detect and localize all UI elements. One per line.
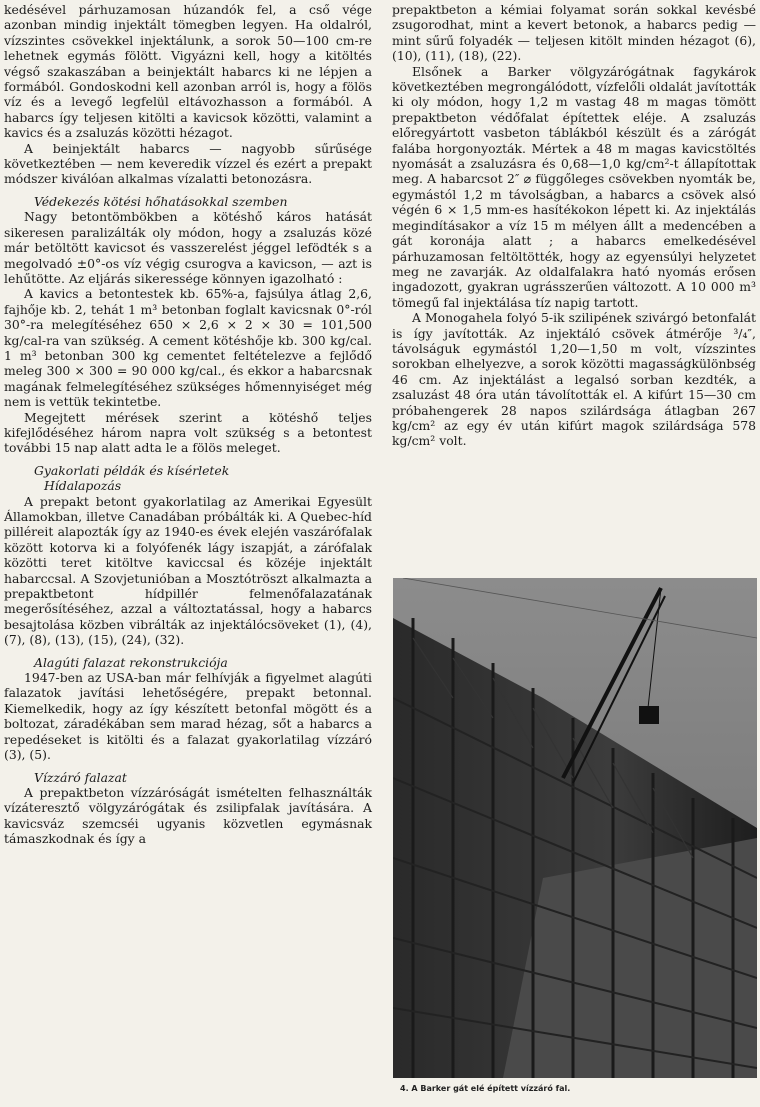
paragraph: A kavics a betontestek kb. 65%-a, fajsúlya átlag 2,6, fajhője kb. 2, tehát 1 m³ betonban foglalt kavicsnak 0°-ról 30°-ra melegítéséhez 650 × 2,6 × 2 × 30 = 101,500 kg/cal-ra van szükség. A cement kötéshője kb. 300 kg/cal. 1 m³ betonban 300 kg cementet feltételezve a fejlődő meleg 300 × 300 = 90 000 kg/cal., és ekkor a habarcsnak magának felmelegítéséhez szükséges hőmennyiséget még nem is vettük tekintetbe. <box>4 286 372 410</box>
paragraph: A prepakt betont gyakorlatilag az Amerikai Egyesült Államokban, illetve Canadában próbálták ki. A Quebec-híd pilléreit alapozták így az 1940-es évek elején vaszárófalak között kotorva ki a folyófenék lágy iszapját, a zárófalak közötti teret kitöltve kaviccsal és közéje injektált habarccsal. A Szovjetunióban a Mosztótröszt alkalmazta a prepaktbetont hídpillér felmenőfalazatának megerősítéséhez, azzal a változtatással, hogy a habarcs besajtolása közben vibrálták az injektálócsöveket (1), (4), (7), (8), (13), (15), (24), (32). <box>4 493 372 648</box>
left-column <box>4 2 372 847</box>
paragraph: Elsőnek a Barker völgyzárógátnak fagykárok következtében megrongálódott, vízfelőli oldalát javították ki oly módon, hogy 1,2 m vastag 48 m magas tömött prepaktbeton védőfalat építettek eléje. A zsaluzás előregyártott vasbeton táblákból készült és a zárógát falába horgonyozták. Mértek a 48 m magas kavicstöltés nyomását a zsaluzásra és 0,68—1,0 kg/cm²-t állapítottak meg. A habarcsot 2″ ⌀ függőleges csövekben nyomták be, egymástól 1,2 m távolságban, a habarcs a csövek alsó végén 6 × 1,5 mm-es hasítékokon lépett ki. Az injektálás megindításakor a víz 15 m mélyen állt a medencében a gát koronája alatt ; a habarcs emelkedésével párhuzamosan feltöltötték, hogy az egyensúlyi helyzetet meg ne zavarják. Az oldalfalakra ható nyomás erősen ingadozott, gyakran ugrásszerűen változott. A 10 000 m³ tömegű fal injektálása tíz napig tartott. <box>392 63 756 310</box>
section-heading: Gyakorlati példák és kísérletek <box>34 462 230 478</box>
paragraph: Nagy betontömbökben a kötéshő káros hatását sikeresen paralizálták oly módon, hogy a zsaluzás közé már betöltött kavicsot és vasszerelést jéggel lefödték s a megolvadó ±0°-os víz végig csurogva a kavicson, — azt is lehűtötte. Az eljárás sikeressége könnyen igazolható : <box>4 209 372 286</box>
section-heading: Vízzáró falazat <box>34 769 127 785</box>
section-heading: Alagúti falazat rekonstrukciója <box>34 654 228 670</box>
section-heading: Védekezés kötési hőhatásokkal szemben <box>34 193 288 209</box>
dam-wall-photo <box>393 578 757 1078</box>
paragraph: prepaktbeton a kémiai folyamat során sokkal kevésbé zsugorodhat, mint a kevert betonok, a habarcs pedig — mint sűrű folyadék — teljesen kitölt minden hézagot (6), (10), (11), (18), (22). <box>392 2 756 64</box>
paragraph: Megejtett mérések szerint a kötéshő teljes kifejlődéséhez három napra volt szükség s a betontest további 15 nap alatt adta le a fölös meleget. <box>4 409 372 456</box>
subsection-heading: Hídalapozás <box>44 478 122 494</box>
right-column <box>392 2 756 449</box>
paragraph: A prepaktbeton vízzáróságát ismételten felhasználták vízáteresztő völgyzárógátak és zsilipfalak javítására. A kavicsváz szemcséi ugyanis közvetlen egymásnak támaszkodnak és így a <box>4 784 372 847</box>
paragraph: 1947-ben az USA-ban már felhívják a figyelmet alagúti falazatok javítási lehetőségére, prepakt betonnal. Kiemelkedik, hogy az így készített betonfal mögött és a boltozat, záradékában sem marad hézag, sőt a habarcs a repedéseket is kitölti és a falazat gyakorlatilag vízzáró (3), (5). <box>4 670 372 763</box>
paragraph: A beinjektált habarcs — nagyobb sűrűsége következtében — nem keveredik vízzel és ezért a prepakt módszer kiválóan alkalmas vízalatti betonozásra. <box>4 140 372 187</box>
figure-caption: 4. A Barker gát elé épített vízzáró fal. <box>400 1084 571 1093</box>
paragraph: A Monogahela folyó 5-ik szilipének szivárgó betonfalát is így javították. Az injektáló csövek átmérője ³/₄″, távolságuk egymástól 1,20—1,50 m volt, vízszintes sorokban elhelyezve, a sorok közötti magasságkülönbség 46 cm. Az injektálást a legalsó sorban kezdték, a zsaluzást 48 óra után távolították el. A kifúrt 15—30 cm próbahengerek 28 napos szilárdsága átlagban 267 kg/cm² az egy év után kifúrt magok szilárdsága 578 kg/cm² volt. <box>392 310 756 449</box>
paragraph: kedésével párhuzamosan húzandók fel, a cső vége azonban mindig injektált tömegben legyen. Ha oldalról, vízszintes csövekkel injektálunk, a sorok 50—100 cm-re lehetnek egymás fölött. Vigyázni kell, hogy a kitöltés végső szakaszában a beinjektált habarcs ki ne lépjen a formából. Gondoskodni kell azonban arról is, hogy a fölös víz és a levegő legfelül eltávozhasson a formából. A habarcs így teljesen kitölti a kavicsok közötti, valamint a kavics és a zsaluzás közötti hézagot. <box>4 2 372 141</box>
